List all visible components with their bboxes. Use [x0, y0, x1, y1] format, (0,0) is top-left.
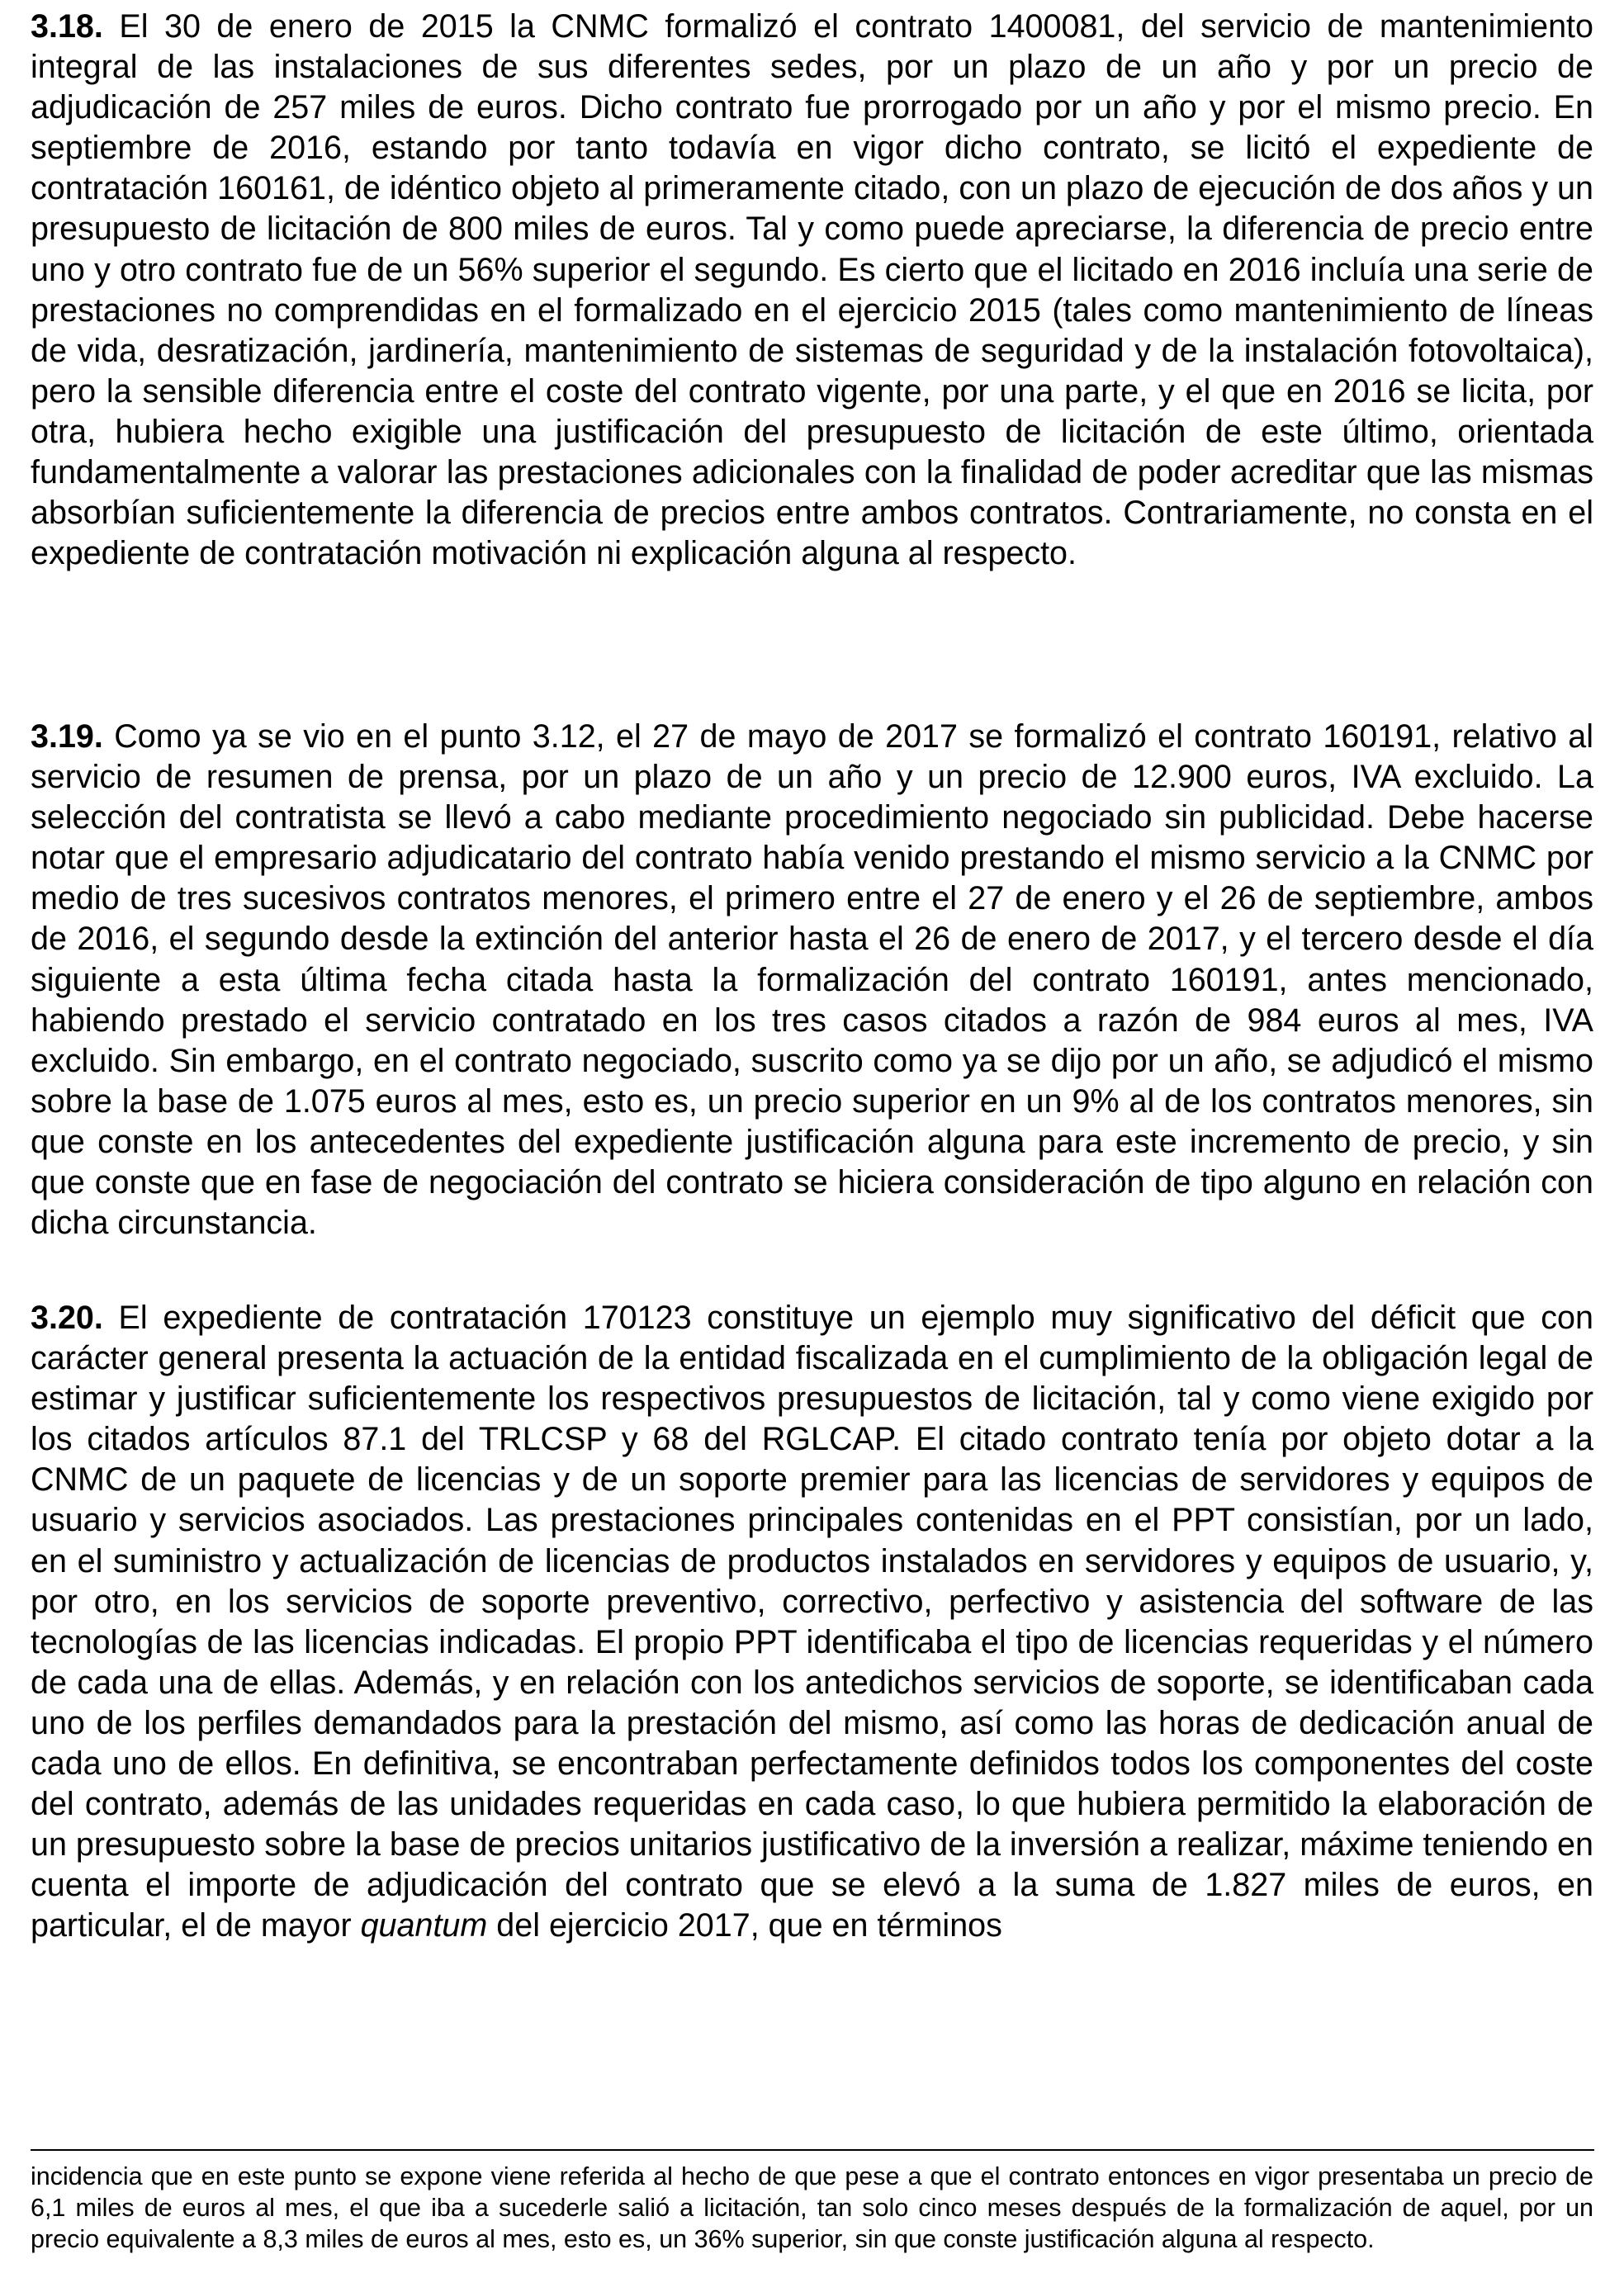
- paragraph-number: 3.19.: [31, 718, 103, 755]
- paragraph-3-20: [31, 1298, 1593, 1947]
- paragraph-text: El expediente de contratación 170123 constituye un ejemplo muy significativo del déficit que con carácter general presenta la actuación de la entidad fiscalizada en el cumplimiento de la obligación legal de estimar y justificar suficientemente los respectivos presupuestos de licitación, tal y como viene exigido por los citados artículos 87.1 del TRLCSP y 68 del RGLCAP. El citado contrato tenía por objeto dotar a la CNMC de un paquete de licencias y de un soporte premier para las licencias de servidores y equipos de usuario y servicios asociados. Las prestaciones principales contenidas en el PPT consistían, por un lado, en el suministro y actualización de licencias de productos instalados en servidores y equipos de usuario, y, por otro, en los servicios de soporte preventivo, correctivo, perfectivo y asistencia del software de las tecnologías de las licencias indicadas. El propio PPT identificaba el tipo de licencias requeridas y el número de cada una de ellas. Además, y en relación con los antedichos servicios de soporte, se identificaban cada uno de los perfiles demandados para la prestación del mismo, así como las horas de dedicación anual de cada uno de ellos. En definitiva, se encontraban perfectamente definidos todos los componentes del coste del contrato, además de las unidades requeridas en cada caso, lo que hubiera permitido la elaboración de un presupuesto sobre la base de precios unitarios justificativo de la inversión a realizar, máxime teniendo en cuenta el importe de adjudicación del contrato que se elevó a la suma de 1.827 miles de euros, en particular, el de mayor: [31, 1300, 1593, 1944]
- paragraph-number: 3.20.: [31, 1300, 103, 1336]
- paragraph-text: Como ya se vio en el punto 3.12, el 27 de mayo de 2017 se formalizó el contrato 160191, relativo al servicio de resumen de prensa, por un plazo de un año y un precio de 12.900 euros, IVA excluido. La selección del contratista se llevó a cabo mediante procedimiento negociado sin publicidad. Debe hacerse notar que el empresario adjudicatario del contrato había venido prestando el mismo servicio a la CNMC por medio de tres sucesivos contratos menores, el primero entre el 27 de enero y el 26 de septiembre, ambos de 2016, el segundo desde la extinción del anterior hasta el 26 de enero de 2017, y el tercero desde el día siguiente a esta última fecha citada hasta la formalización del contrato 160191, antes mencionado, habiendo prestado el servicio contratado en los tres casos citados a razón de 984 euros al mes, IVA excluido. Sin embargo, en el contrato negociado, suscrito como ya se dijo por un año, se adjudicó el mismo sobre la base de 1.075 euros al mes, esto es, un precio superior en un 9% al de los contratos menores, sin que conste en los antecedentes del expediente justificación alguna para este incremento de precio, y sin que conste que en fase de negociación del contrato se hiciera consideración de tipo alguno en relación con dicha circunstancia.: [31, 718, 1593, 1242]
- footnote: incidencia que en este punto se expone viene referida al hecho de que pese a que el contrato entonces en vigor presentaba un precio de 6,1 miles de euros al mes, el que iba a sucederle salió a licitación, tan solo cinco meses después de la formalización de aquel, por un precio equivalente a 8,3 miles de euros al mes, esto es, un 36% superior, sin que conste justificación alguna al respecto.: [31, 2162, 1593, 2253]
- paragraph-3-19: [31, 717, 1593, 1243]
- paragraph-text-continued: del ejercicio 2017, que en términos: [487, 1907, 1002, 1944]
- paragraph-3-18: [31, 7, 1593, 574]
- footnote-separator: [31, 2149, 1594, 2151]
- italic-term: quantum: [360, 1907, 488, 1944]
- paragraph-text: El 30 de enero de 2015 la CNMC formalizó el contrato 1400081, del servicio de mantenimiento integral de las instalaciones de sus diferentes sedes, por un plazo de un año y por un precio de adjudicación de 257 miles de euros. Dicho contrato fue prorrogado por un año y por el mismo precio. En septiembre de 2016, estando por tanto todavía en vigor dicho contrato, se licitó el expediente de contratación 160161, de idéntico objeto al primeramente citado, con un plazo de ejecución de dos años y un presupuesto de licitación de 800 miles de euros. Tal y como puede apreciarse, la diferencia de precio entre uno y otro contrato fue de un 56% superior el segundo. Es cierto que el licitado en 2016 incluía una serie de prestaciones no comprendidas en el formalizado en el ejercicio 2015 (tales como mantenimiento de líneas de vida, desratización, jardinería, mantenimiento de sistemas de seguridad y de la instalación fotovoltaica), pero la sensible diferencia entre el coste del contrato vigente, por una parte, y el que en 2016 se licita, por otra, hubiera hecho exigible una justificación del presupuesto de licitación de este último, orientada fundamentalmente a valorar las prestaciones adicionales con la finalidad de poder acreditar que las mismas absorbían suficientemente la diferencia de precios entre ambos contratos. Contrariamente, no consta en el expediente de contratación motivación ni explicación alguna al respecto.: [31, 8, 1593, 572]
- paragraph-number: 3.18.: [31, 8, 103, 45]
